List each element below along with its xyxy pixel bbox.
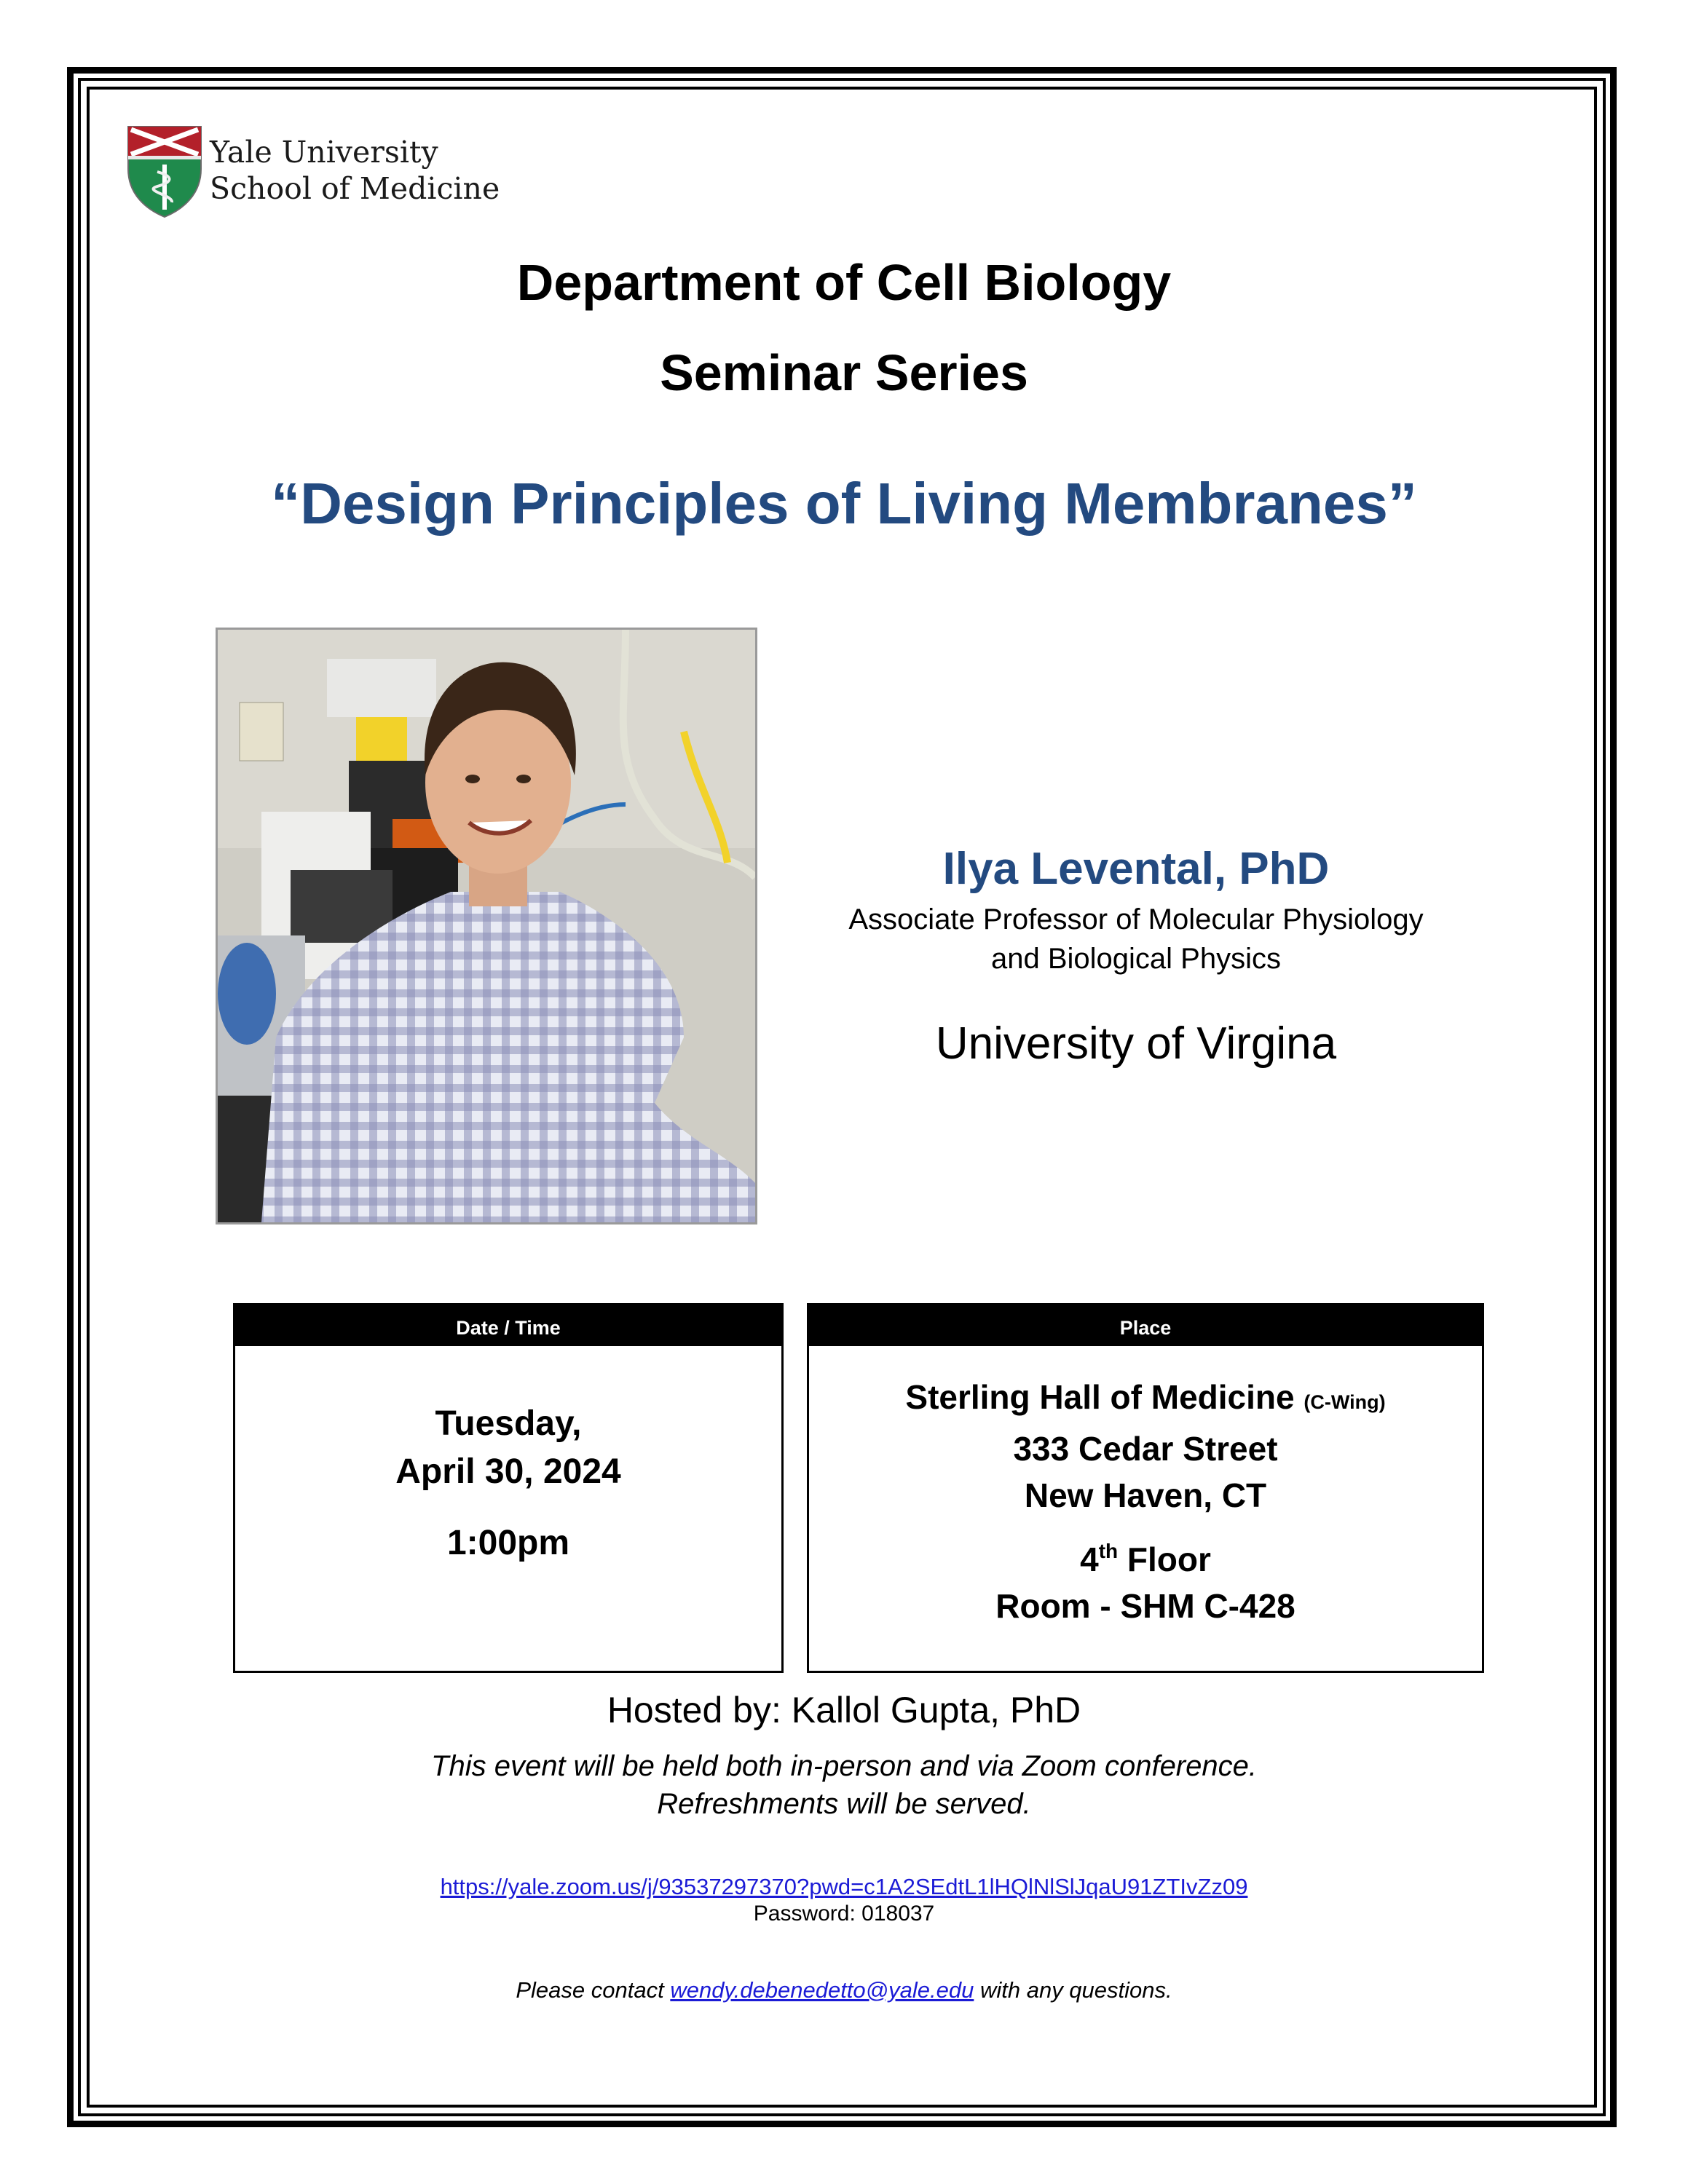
speaker-title-line-1: Associate Professor of Molecular Physiology (848, 903, 1424, 935)
note-line-1: This event will be held both in-person and via Zoom conference. (431, 1750, 1257, 1782)
date-time-body (235, 1346, 781, 1567)
floor-line (809, 1536, 1482, 1583)
speaker-title (786, 900, 1486, 978)
place-heading: Place (809, 1305, 1482, 1346)
contact-line (0, 1977, 1688, 2003)
speaker-title-line-2: and Biological Physics (991, 943, 1281, 975)
floor-number: 4 (1080, 1540, 1099, 1578)
logo-text (210, 134, 500, 207)
talk-title: “Design Principles of Living Membranes” (271, 471, 1417, 536)
event-day: Tuesday, (435, 1404, 582, 1443)
building-name: Sterling Hall of Medicine (905, 1378, 1295, 1416)
room-number: Room - SHM C-428 (995, 1587, 1295, 1625)
event-time: 1:00pm (446, 1524, 570, 1562)
zoom-link[interactable]: https://yale.zoom.us/j/93537297370?pwd=c1A2SEdtL1lHQlNlSlJqaU91ZTIvZz09 (440, 1874, 1248, 1899)
department-heading: Department of Cell Biology (516, 254, 1172, 311)
note-line-2: Refreshments will be served. (657, 1788, 1031, 1820)
speaker-institution: University of Virgina (935, 1018, 1337, 1069)
street-address: 333 Cedar Street (1013, 1430, 1278, 1468)
city-state: New Haven, CT (1024, 1476, 1267, 1514)
event-date: April 30, 2024 (395, 1452, 621, 1491)
logo-line-1: Yale University (210, 135, 438, 170)
date-time-box (233, 1303, 784, 1673)
place-body (809, 1346, 1482, 1629)
speaker-photo (216, 628, 757, 1224)
building-line (809, 1374, 1482, 1425)
logo-line-2: School of Medicine (210, 171, 500, 206)
yale-shield-icon (125, 124, 204, 220)
contact-suffix: with any questions. (979, 1977, 1172, 2003)
contact-prefix: Please contact (516, 1977, 664, 2003)
building-wing: (C-Wing) (1304, 1391, 1386, 1413)
event-notes (0, 1747, 1688, 1823)
place-box (807, 1303, 1484, 1673)
hosted-by: Hosted by: Kallol Gupta, PhD (607, 1690, 1081, 1730)
yale-medicine-logo (125, 124, 504, 226)
seminar-series-heading: Seminar Series (660, 344, 1028, 401)
floor-ordinal: th (1098, 1540, 1119, 1562)
floor-word: Floor (1127, 1540, 1211, 1578)
zoom-link-line (0, 1874, 1688, 1900)
date-time-heading: Date / Time (235, 1305, 781, 1346)
zoom-password: Password: 018037 (753, 1902, 935, 1926)
contact-email-link[interactable]: wendy.debenedetto@yale.edu (670, 1977, 974, 2003)
speaker-name: Ilya Levental, PhD (942, 844, 1330, 894)
